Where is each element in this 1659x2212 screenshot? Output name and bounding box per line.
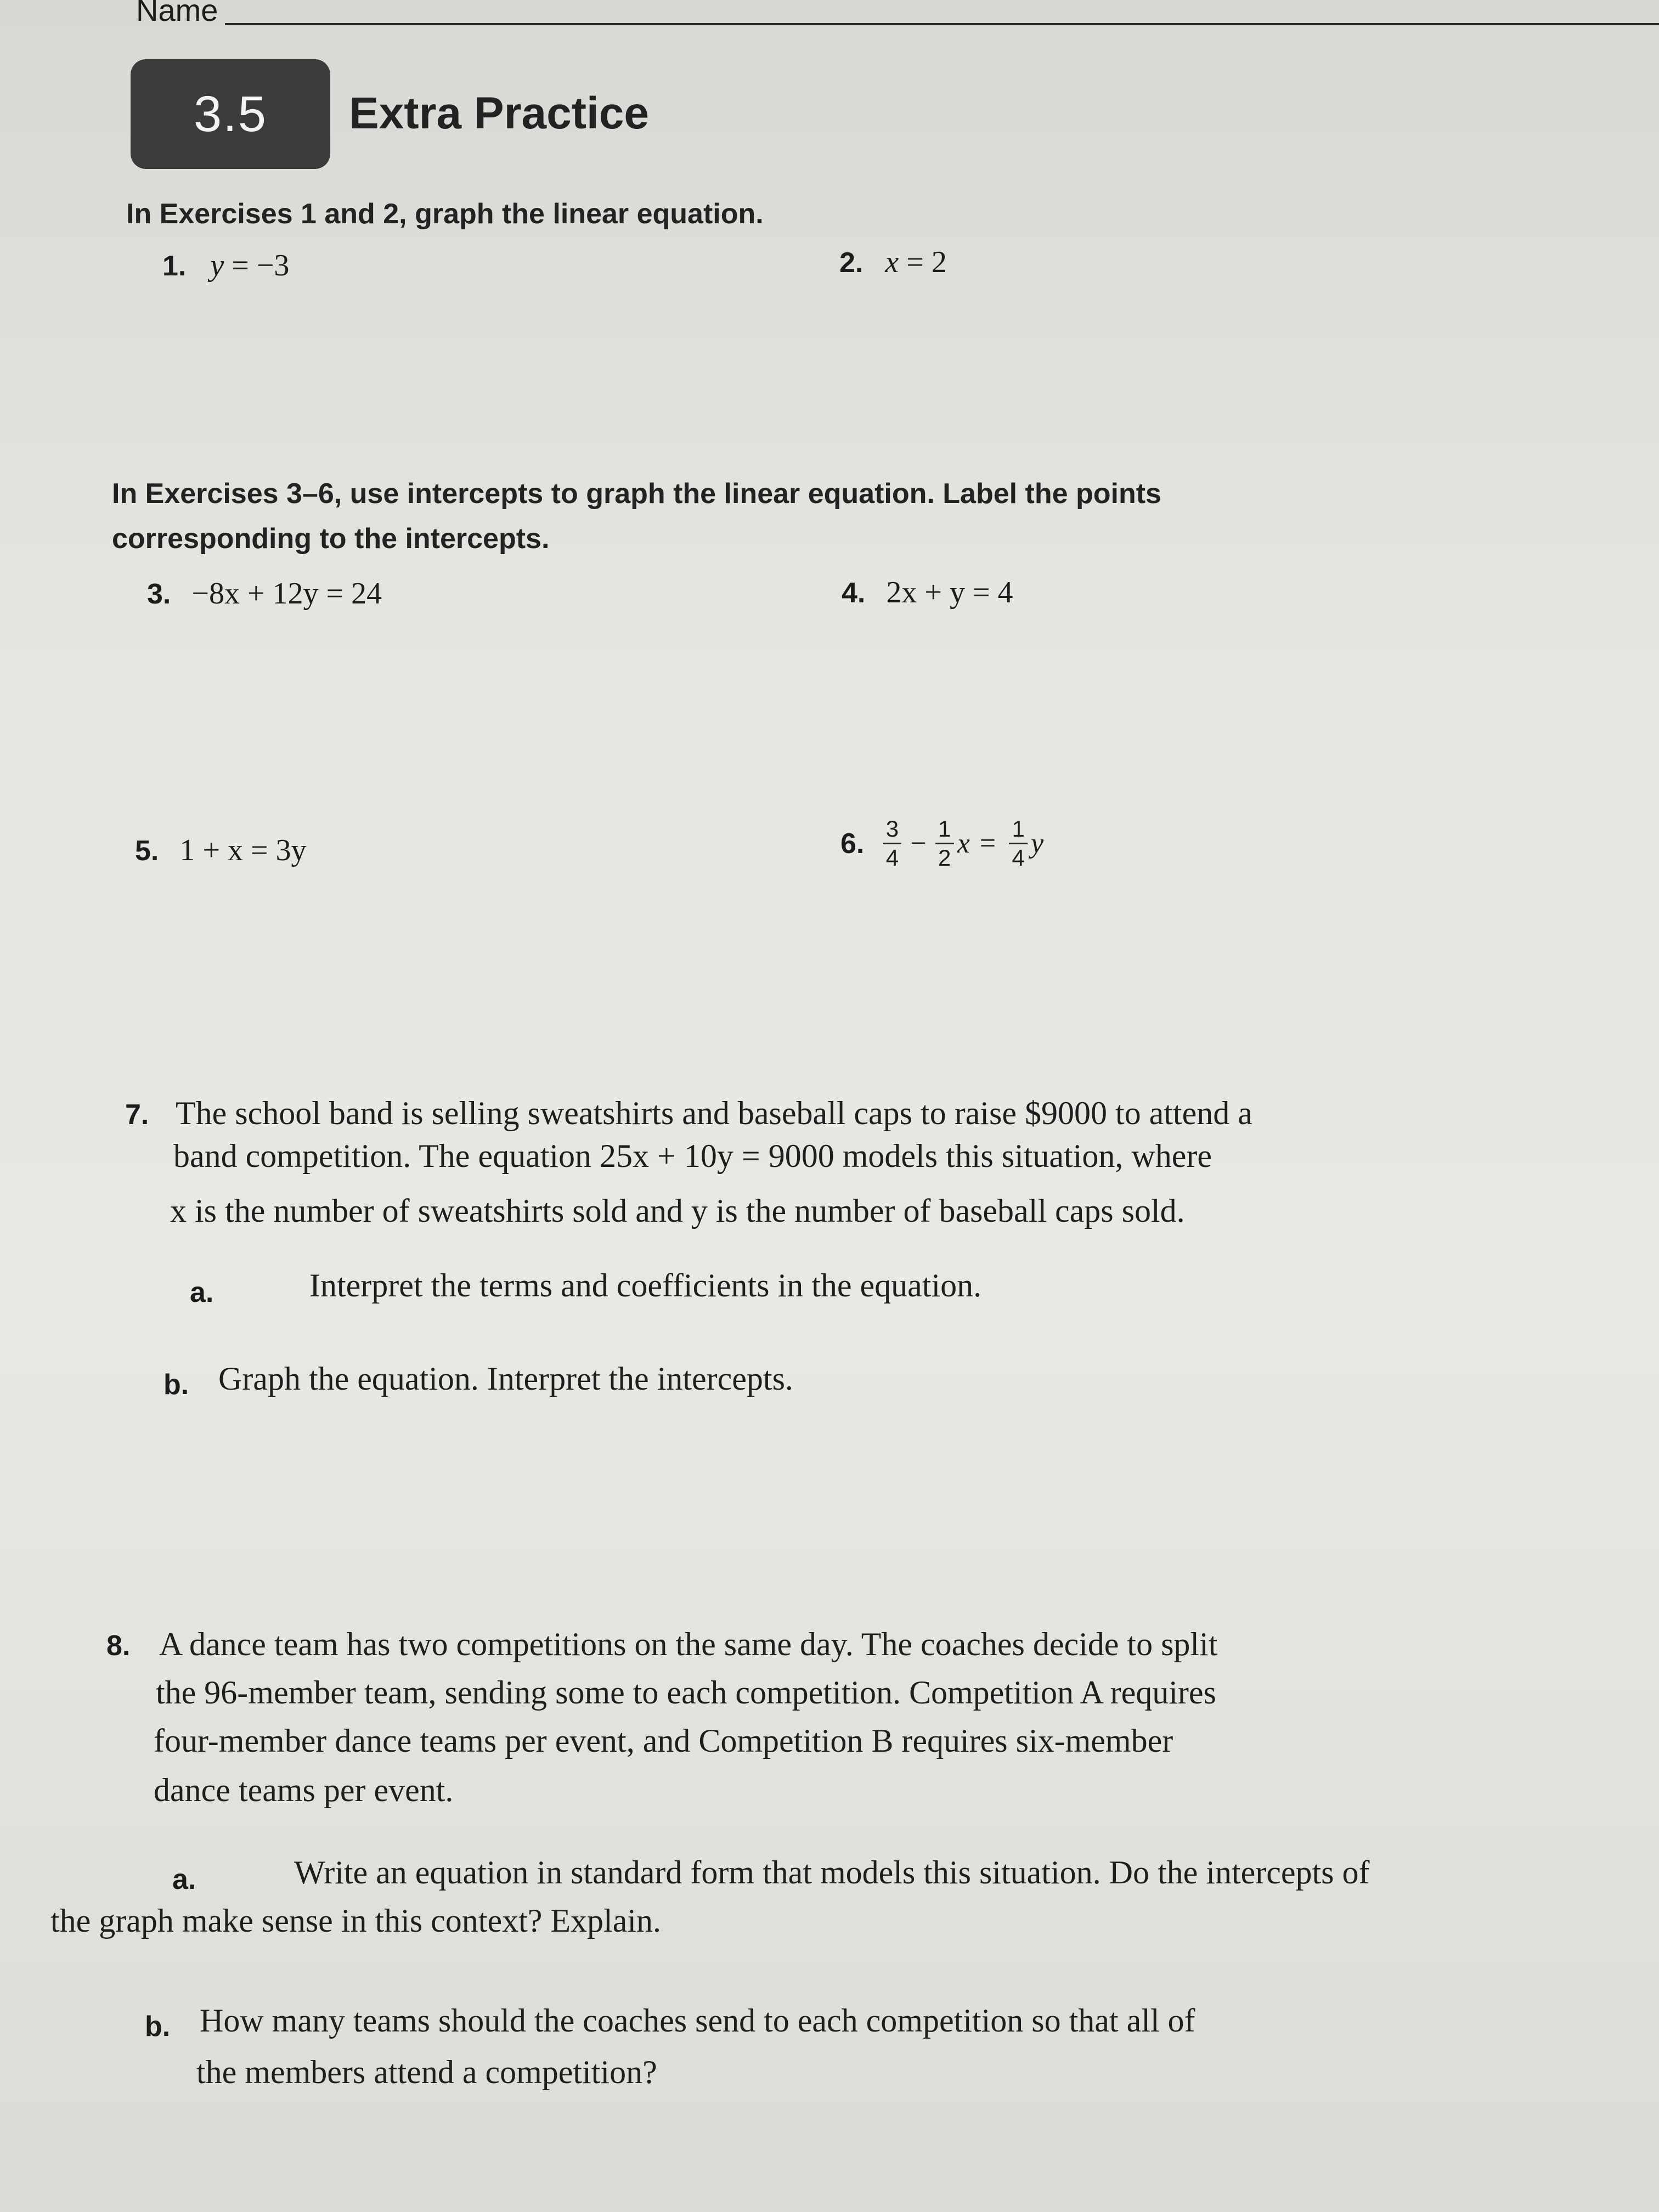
exercise-4-number: 4. xyxy=(842,577,866,609)
exercise-8a-label: a. xyxy=(172,1864,196,1895)
exercise-1-number: 1. xyxy=(162,250,187,282)
exercise-6-number: 6. xyxy=(840,827,865,860)
minus-sign: − xyxy=(910,828,927,859)
fraction-1-4: $\frac{1}{4}$ xyxy=(1009,817,1028,870)
exercise-8-line2: the 96-member team, sending some to each competition. Competition A requires xyxy=(156,1674,1216,1711)
exercise-8-line1: A dance team has two competitions on the same day. The coaches decide to split xyxy=(159,1626,1218,1662)
exercise-7-number: 7. xyxy=(125,1099,149,1131)
exercise-8-line4: dance teams per event. xyxy=(154,1772,454,1808)
exercise-8b-line2: the members attend a competition? xyxy=(196,2054,657,2090)
exercise-1 xyxy=(162,248,289,283)
exercise-6-var-x: x xyxy=(957,828,970,859)
exercise-4-equation: 2x + y = 4 xyxy=(886,575,1013,610)
exercise-8-number: 8. xyxy=(106,1630,131,1662)
exercise-7b-text: Graph the equation. Interpret the intercepts. xyxy=(218,1361,793,1397)
name-label: Name xyxy=(136,0,218,27)
exercise-7-line3: x is the number of sweatshirts sold and y is the number of baseball caps sold. xyxy=(170,1193,1185,1229)
exercise-8a-line1: Write an equation in standard form that models this situation. Do the intercepts of xyxy=(294,1854,1370,1891)
exercise-8a-line2: the graph make sense in this context? Explain. xyxy=(50,1903,662,1939)
section-badge: 3.5 xyxy=(131,59,330,169)
exercise-3 xyxy=(147,576,382,611)
exercise-5-equation: 1 + x = 3y xyxy=(179,833,307,867)
fraction-1-2: $\frac{1}{2}$ xyxy=(935,817,954,870)
exercise-7b-label: b. xyxy=(163,1369,189,1401)
instruction-3-6-line1: In Exercises 3–6, use intercepts to graph the linear equation. Label the points xyxy=(112,478,1161,510)
exercise-6 xyxy=(840,817,1043,870)
exercise-7a-text: Interpret the terms and coefficients in the equation. xyxy=(309,1267,982,1304)
instruction-3-6-line2: corresponding to the intercepts. xyxy=(112,523,550,555)
exercise-7-line2: band competition. The equation 25x + 10y = 9000 models this situation, where xyxy=(173,1138,1212,1174)
exercise-3-equation: −8x + 12y = 24 xyxy=(191,577,382,611)
exercise-5-number: 5. xyxy=(135,835,159,867)
exercise-8b-line1: How many teams should the coaches send to each competition so that all of xyxy=(200,2002,1195,2039)
exercise-8-line3: four-member dance teams per event, and Competition B requires six-member xyxy=(154,1723,1173,1759)
exercise-2-number: 2. xyxy=(839,247,864,279)
exercise-2 xyxy=(839,245,947,280)
exercise-2-var: x xyxy=(885,245,899,279)
exercise-6-var-y: y xyxy=(1031,828,1044,859)
exercise-2-rhs: = 2 xyxy=(899,245,947,279)
name-field-line[interactable] xyxy=(225,23,1659,25)
exercise-5 xyxy=(135,833,307,868)
section-title: Extra Practice xyxy=(349,88,650,138)
fraction-3-4: $\frac{3}{4}$ xyxy=(883,817,901,870)
exercise-4 xyxy=(842,575,1013,610)
exercise-7-line1: The school band is selling sweatshirts and baseball caps to raise $9000 to attend a xyxy=(176,1095,1252,1131)
instruction-1-2: In Exercises 1 and 2, graph the linear equation. xyxy=(126,198,764,230)
equals-sign: = xyxy=(979,828,996,859)
exercise-8b-label: b. xyxy=(145,2011,171,2042)
exercise-7a-label: a. xyxy=(190,1277,214,1308)
exercise-1-var: y xyxy=(210,249,224,283)
exercise-3-number: 3. xyxy=(147,578,171,610)
exercise-1-rhs: = −3 xyxy=(224,249,290,283)
